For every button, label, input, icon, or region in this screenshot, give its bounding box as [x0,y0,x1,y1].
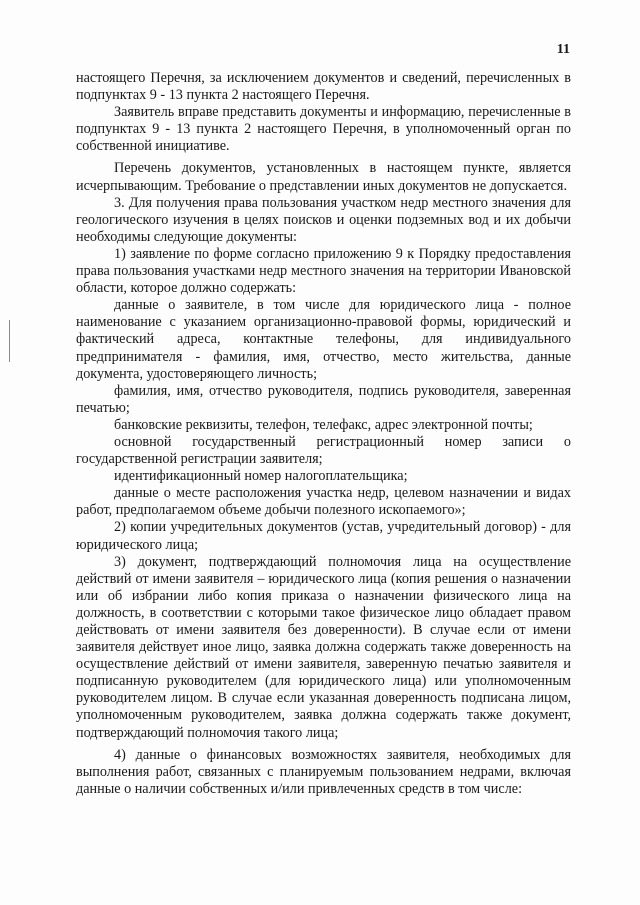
paragraph-subitem-1: 1) заявление по форме согласно приложению 9 к Порядку предоставления права пользования участками недр местного значения на территории Ивановской области, которое должно содержать: [76,245,571,297]
paragraph-taxpayer-id: идентификационный номер налогоплательщика; [114,468,408,485]
paragraph-continuation: настоящего Перечня, за исключением документов и сведений, перечисленных в подпунктах 9 - 13 пункта 2 настоящего Перечня. [76,70,571,104]
paragraph-applicant-right: Заявитель вправе представить документы и информацию, перечисленные в подпунктах 9 - 13 пункта 2 настоящего Перечня, в уполномоченный орган по собственной инициативе. [76,104,571,155]
paragraph-subitem-4: 4) данные о финансовых возможностях заявителя, необходимых для выполнения работ, связанных с планируемым пользованием недрами, включая данные о наличии собственных и/или привлеченных средств в том числе: [76,746,571,797]
paragraph-subitem-2: 2) копии учредительных документов (устав, учредительный договор) - для юридического лица; [76,519,571,553]
paragraph-head-name: фамилия, имя, отчество руководителя, подпись руководителя, заверенная печатью; [76,382,571,416]
paragraph-applicant-data: данные о заявителе, в том числе для юридического лица - полное наименование с указанием организационно-правовой формы, юридический и фактический адреса, контактные телефоны, для индивидуального предпринимателя - фамилия, имя, отчество, место жительства, данные документа, удостоверяющего личность; [76,297,571,382]
document-body [76,70,571,798]
paragraph-bank-details: банковские реквизиты, телефон, телефакс, адрес электронной почты; [114,416,533,433]
paragraph-item-3: 3. Для получения права пользования участком недр местного значения для геологического изучения в целях поисков и оценки подземных вод и их добычи необходимы следующие документы: [76,194,571,245]
paragraph-exhaustive-list: Перечень документов, установленных в настоящем пункте, является исчерпывающим. Требование о представлении иных документов не допускается. [76,160,571,194]
paragraph-registration-number: основной государственный регистрационный номер записи о государственной регистрации заявителя; [76,433,571,468]
scan-artifact-line [9,320,10,362]
page-number: 11 [556,42,570,57]
paragraph-subitem-3: 3) документ, подтверждающий полномочия лица на осуществление действий от имени заявителя – юридического лица (копия решения о назначении или об избрании либо копия приказа о назначении физического лица на должность, в соответствии с которыми такое физическое лицо обладает правом действовать от имени заявителя без доверенности). В случае если от имени заявителя действует иное лицо, заявка должна содержать также доверенность на осуществление действий от имени заявителя, заверенную печатью заявителя и подписанную руководителем (для юридического лица) или уполномоченным руководителем лицом. В случае если указанная доверенность подписана лицом, уполномоченным руководителем, заявка должна содержать также документ, подтверждающий полномочия такого лица; [76,553,571,741]
paragraph-site-location: данные о месте расположения участка недр, целевом назначении и видах работ, предполагаемом объеме добычи полезного ископаемого»; [76,485,571,519]
